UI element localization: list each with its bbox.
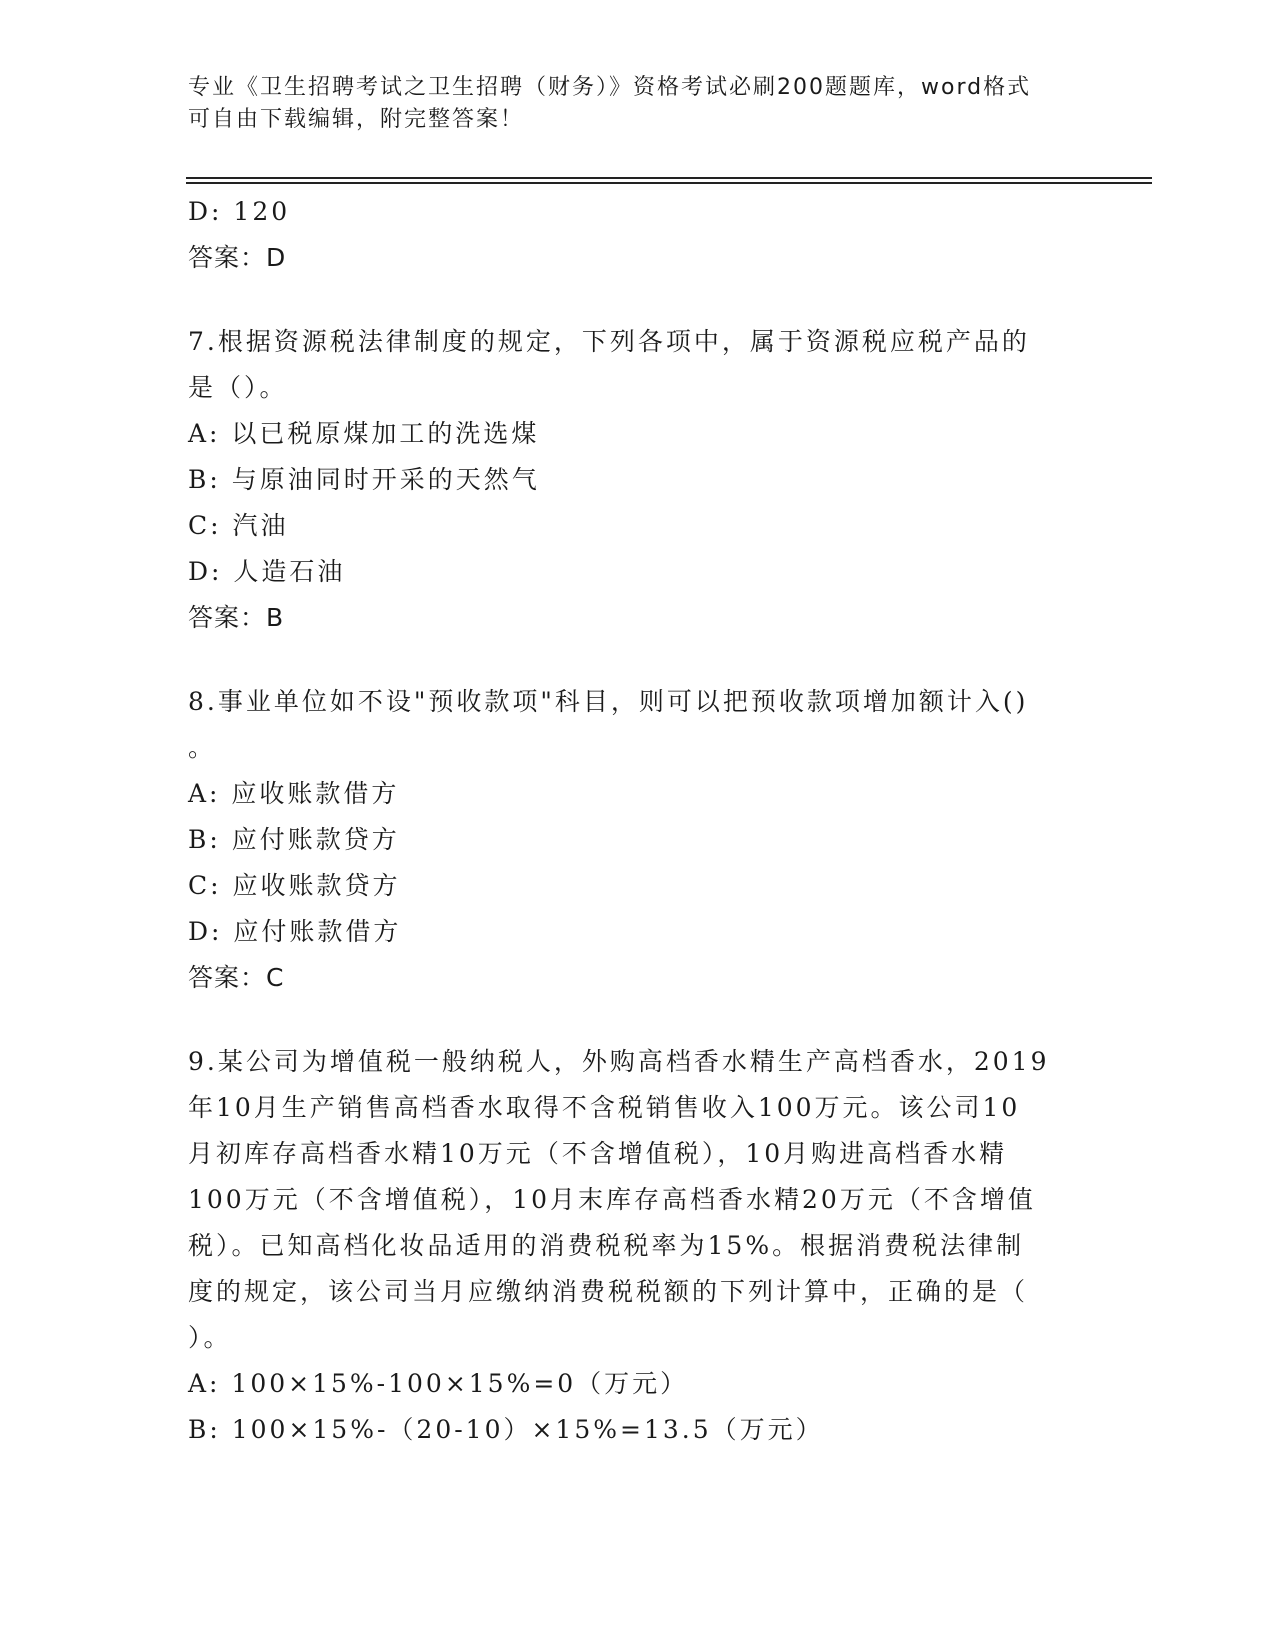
question-stem-line: 100万元（不含增值税），10月末库存高档香水精20万元（不含增值 bbox=[188, 1185, 1036, 1214]
question-block-6 bbox=[188, 189, 1088, 281]
question-stem-line: 8.事业单位如不设"预收款项"科目，则可以把预收款项增加额计入() bbox=[188, 687, 1029, 716]
option-a: A: 以已税原煤加工的洗选煤 bbox=[188, 419, 540, 448]
question-stem-line: ）。 bbox=[188, 1323, 232, 1352]
question-stem-line: 税）。已知高档化妆品适用的消费税税率为15%。根据消费税法律制 bbox=[188, 1231, 1025, 1260]
option-b: B: 100×15%-（20-10）×15%=13.5（万元） bbox=[188, 1415, 824, 1444]
option-d: D: 人造石油 bbox=[188, 557, 346, 586]
header-line-2: 可自由下载编辑，附完整答案！ bbox=[188, 107, 525, 132]
header-line-1: 专业《卫生招聘考试之卫生招聘（财务）》资格考试必刷200题题库，word格式 bbox=[188, 75, 1032, 100]
question-stem-line: 是（）。 bbox=[188, 373, 288, 402]
answer-label: 答案：D bbox=[188, 243, 287, 272]
answer-label: 答案：C bbox=[188, 963, 285, 992]
option-b: B: 与原油同时开采的天然气 bbox=[188, 465, 540, 494]
option-d: D: 120 bbox=[188, 197, 291, 226]
question-list bbox=[188, 189, 1088, 1453]
option-c: C: 应收账款贷方 bbox=[188, 871, 401, 900]
document-header bbox=[188, 72, 1068, 136]
option-c: C: 汽油 bbox=[188, 511, 289, 540]
option-b: B: 应付账款贷方 bbox=[188, 825, 400, 854]
option-d: D: 应付账款借方 bbox=[188, 917, 402, 946]
answer-label: 答案：B bbox=[188, 603, 285, 632]
question-block-9 bbox=[188, 1039, 1088, 1453]
option-a: A: 100×15%-100×15%=0（万元） bbox=[188, 1369, 689, 1398]
option-a: A: 应收账款借方 bbox=[188, 779, 400, 808]
question-stem-line: 年10月生产销售高档香水取得不含税销售收入100万元。该公司10 bbox=[188, 1093, 1021, 1122]
question-stem-line: 9.某公司为增值税一般纳税人，外购高档香水精生产高档香水，2019 bbox=[188, 1047, 1050, 1076]
question-stem-line: 度的规定，该公司当月应缴纳消费税税额的下列计算中，正确的是（ bbox=[188, 1277, 1029, 1306]
question-block-7 bbox=[188, 319, 1088, 641]
question-block-8 bbox=[188, 679, 1088, 1001]
header-divider-top bbox=[186, 177, 1152, 179]
question-stem-line: 月初库存高档香水精10万元（不含增值税），10月购进高档香水精 bbox=[188, 1139, 1008, 1168]
question-stem-line: 7.根据资源税法律制度的规定，下列各项中，属于资源税应税产品的 bbox=[188, 327, 1030, 356]
header-divider-bottom bbox=[186, 182, 1152, 184]
question-stem-line: 。 bbox=[188, 733, 217, 762]
